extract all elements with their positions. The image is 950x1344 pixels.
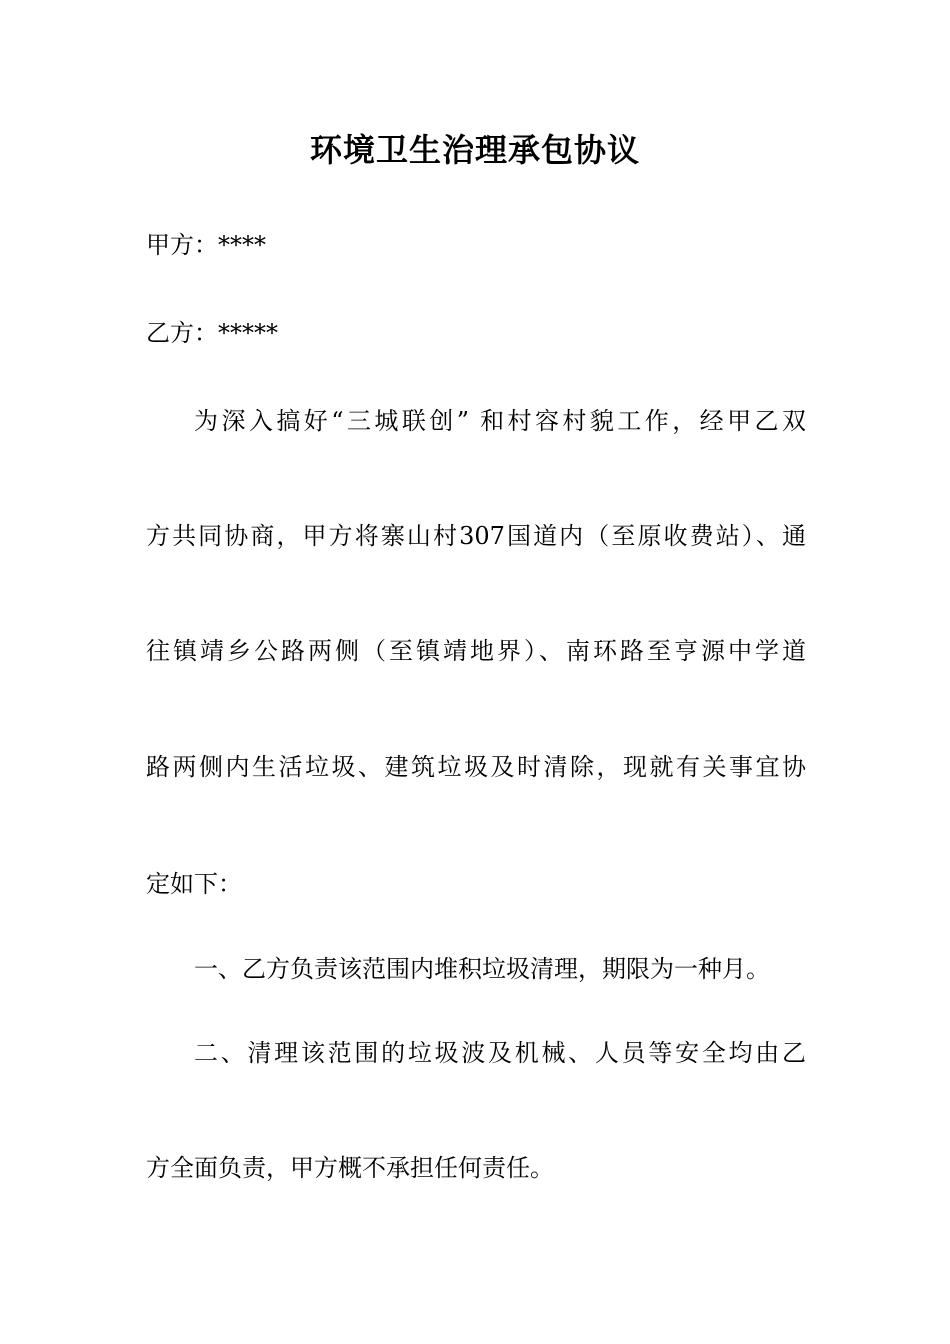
paragraph-1-line-1: 为深入搞好“三城联创” 和村容村貌工作，经甲乙双 bbox=[194, 407, 806, 435]
paragraph-1-line-5: 定如下： bbox=[146, 870, 242, 898]
document-title: 环境卫生治理承包协议 bbox=[309, 131, 640, 169]
party-b-line: 乙方：***** bbox=[146, 319, 278, 347]
paragraph-1-line-4: 路两侧内生活垃圾、建筑垃圾及时清除，现就有关事宜协 bbox=[146, 753, 806, 781]
clause-1-line: 一、乙方负责该范围内堆积垃圾清理，期限为一种月。 bbox=[194, 955, 770, 983]
paragraph-1-line-3: 往镇靖乡公路两侧（至镇靖地界）、南环路至亨源中学道 bbox=[146, 637, 806, 665]
paragraph-1-line-2: 方共同协商，甲方将寨山村307国道内（至原收费站）、通 bbox=[146, 522, 806, 550]
clause-2-line-1: 二、清理该范围的垃圾波及机械、人员等安全均由乙 bbox=[194, 1039, 806, 1067]
party-a-line: 甲方：**** bbox=[146, 231, 266, 259]
clause-2-line-2: 方全面负责，甲方概不承担任何责任。 bbox=[146, 1154, 554, 1182]
